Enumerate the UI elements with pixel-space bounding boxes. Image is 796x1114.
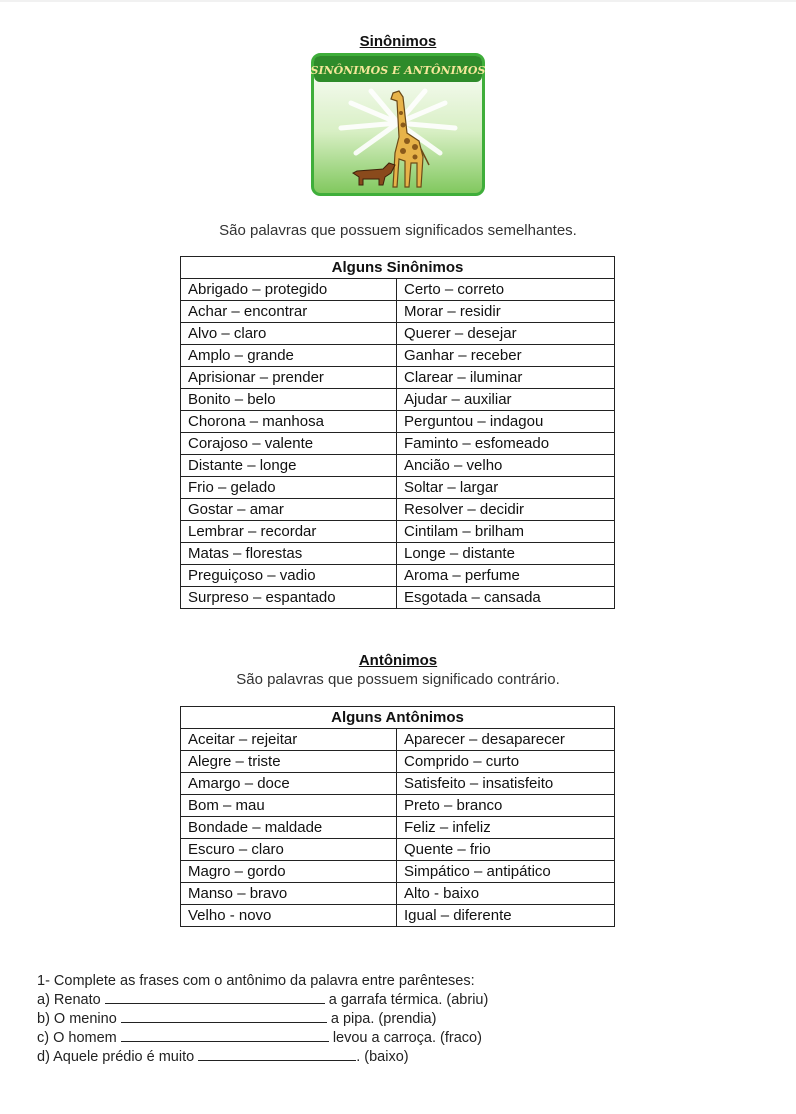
word-pair-cell: Ganhar – receber [397, 345, 615, 367]
word-pair-cell: Velho - novo [181, 905, 397, 927]
synonyms-description: São palavras que possuem significados semelhantes. [219, 222, 577, 239]
word-pair-cell: Bondade – maldade [181, 817, 397, 839]
exercise-text: a pipa. (prendia) [326, 1011, 437, 1027]
badge-title: SINÔNIMOS E ANTÔNIMOS [311, 64, 485, 77]
exercise-item-c [37, 1029, 482, 1046]
word-pair-cell: Preto – branco [397, 795, 615, 817]
table-row [181, 883, 615, 905]
top-border [0, 0, 796, 2]
table-row [181, 861, 615, 883]
word-pair-cell: Distante – longe [181, 455, 397, 477]
table-row [181, 565, 615, 587]
word-pair-cell: Feliz – infeliz [397, 817, 615, 839]
exercise-item-d [37, 1048, 409, 1065]
exercise-text: . (baixo) [356, 1049, 409, 1065]
exercise-text: a garrafa térmica. (abriu) [324, 992, 489, 1008]
synonyms-title: Sinônimos [359, 33, 437, 50]
word-pair-cell: Satisfeito – insatisfeito [397, 773, 615, 795]
word-pair-cell: Surpreso – espantado [181, 587, 397, 609]
word-pair-cell: Quente – frio [397, 839, 615, 861]
word-pair-cell: Abrigado – protegido [181, 279, 397, 301]
word-pair-cell: Matas – florestas [181, 543, 397, 565]
word-pair-cell: Alegre – triste [181, 751, 397, 773]
table-row [181, 367, 615, 389]
word-pair-cell: Alvo – claro [181, 323, 397, 345]
exercise-item-b [37, 1010, 436, 1027]
word-pair-cell: Alto - baixo [397, 883, 615, 905]
word-pair-cell: Aceitar – rejeitar [181, 729, 397, 751]
table-row [181, 587, 615, 609]
table-row [181, 477, 615, 499]
exercise-text: c) O homem [37, 1030, 121, 1046]
word-pair-cell: Bonito – belo [181, 389, 397, 411]
antonyms-title: Antônimos [358, 652, 438, 669]
exercise-text: a) Renato [37, 992, 105, 1008]
table-row [181, 751, 615, 773]
word-pair-cell: Comprido – curto [397, 751, 615, 773]
table-row [181, 729, 615, 751]
table-row [181, 279, 615, 301]
word-pair-cell: Morar – residir [397, 301, 615, 323]
word-pair-cell: Soltar – largar [397, 477, 615, 499]
word-pair-cell: Aparecer – desaparecer [397, 729, 615, 751]
word-pair-cell: Manso – bravo [181, 883, 397, 905]
word-pair-cell: Clarear – iluminar [397, 367, 615, 389]
exercise-text: d) Aquele prédio é muito [37, 1049, 199, 1065]
word-pair-cell: Ajudar – auxiliar [397, 389, 615, 411]
word-pair-cell: Achar – encontrar [181, 301, 397, 323]
word-pair-cell: Perguntou – indagou [397, 411, 615, 433]
word-pair-cell: Simpático – antipático [397, 861, 615, 883]
antonyms-table-header: Alguns Antônimos [181, 707, 615, 729]
synonyms-table [180, 256, 615, 609]
word-pair-cell: Chorona – manhosa [181, 411, 397, 433]
table-row [181, 795, 615, 817]
word-pair-cell: Faminto – esfomeado [397, 433, 615, 455]
answer-blank[interactable] [121, 1010, 327, 1023]
word-pair-cell: Bom – mau [181, 795, 397, 817]
table-row [181, 773, 615, 795]
word-pair-cell: Certo – correto [397, 279, 615, 301]
table-row [181, 521, 615, 543]
table-row [181, 345, 615, 367]
word-pair-cell: Querer – desejar [397, 323, 615, 345]
word-pair-cell: Preguiçoso – vadio [181, 565, 397, 587]
exercise-text: b) O menino [37, 1011, 121, 1027]
word-pair-cell: Gostar – amar [181, 499, 397, 521]
word-pair-cell: Cintilam – brilham [397, 521, 615, 543]
table-row [181, 839, 615, 861]
exercise-text: levou a carroça. (fraco) [328, 1030, 482, 1046]
table-row [181, 817, 615, 839]
table-row [181, 323, 615, 345]
table-row [181, 411, 615, 433]
word-pair-cell: Frio – gelado [181, 477, 397, 499]
word-pair-cell: Longe – distante [397, 543, 615, 565]
answer-blank[interactable] [121, 1029, 329, 1042]
table-row [181, 301, 615, 323]
synonyms-table-header: Alguns Sinônimos [181, 257, 615, 279]
exercise-instruction: 1- Complete as frases com o antônimo da palavra entre parênteses: [37, 973, 475, 989]
table-row [181, 905, 615, 927]
word-pair-cell: Aroma – perfume [397, 565, 615, 587]
antonyms-table [180, 706, 615, 927]
antonyms-description: São palavras que possuem significado contrário. [236, 671, 560, 688]
word-pair-cell: Esgotada – cansada [397, 587, 615, 609]
synonyms-antonyms-illustration [311, 53, 485, 196]
word-pair-cell: Lembrar – recordar [181, 521, 397, 543]
word-pair-cell: Ancião – velho [397, 455, 615, 477]
answer-blank[interactable] [105, 991, 325, 1004]
table-row [181, 543, 615, 565]
word-pair-cell: Resolver – decidir [397, 499, 615, 521]
word-pair-cell: Amargo – doce [181, 773, 397, 795]
word-pair-cell: Corajoso – valente [181, 433, 397, 455]
table-row [181, 389, 615, 411]
word-pair-cell: Aprisionar – prender [181, 367, 397, 389]
word-pair-cell: Igual – diferente [397, 905, 615, 927]
table-row [181, 433, 615, 455]
table-row [181, 455, 615, 477]
word-pair-cell: Magro – gordo [181, 861, 397, 883]
exercise-item-a [37, 991, 488, 1008]
word-pair-cell: Amplo – grande [181, 345, 397, 367]
table-row [181, 499, 615, 521]
word-pair-cell: Escuro – claro [181, 839, 397, 861]
answer-blank[interactable] [198, 1048, 356, 1061]
